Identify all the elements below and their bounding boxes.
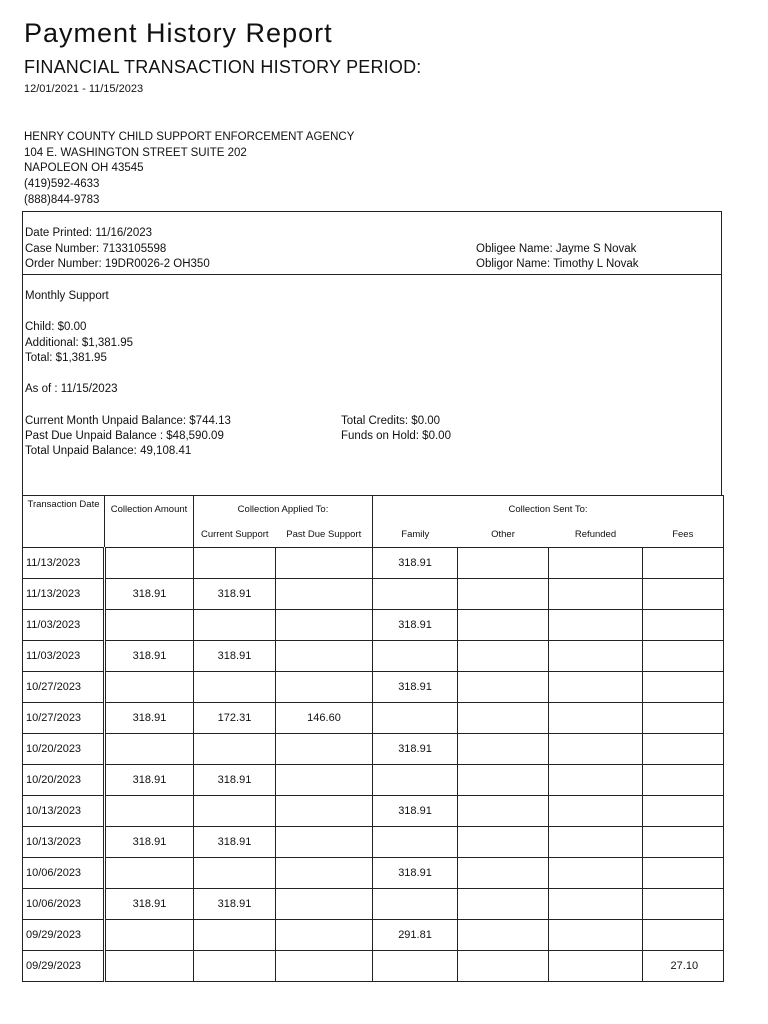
cell-refunded xyxy=(549,641,643,672)
cell-date: 10/06/2023 xyxy=(23,889,105,920)
cell-refunded xyxy=(549,579,643,610)
cell-family xyxy=(373,579,458,610)
cell-past-due-support xyxy=(276,889,373,920)
cell-family xyxy=(373,889,458,920)
cell-fees xyxy=(643,827,724,858)
obligor-name: Obligor Name: Timothy L Novak xyxy=(476,258,639,270)
cell-past-due-support xyxy=(276,610,373,641)
cell-current-support: 318.91 xyxy=(194,889,276,920)
current-month-unpaid-balance: Current Month Unpaid Balance: $744.13 xyxy=(25,415,231,427)
table-row xyxy=(23,765,724,796)
table-row xyxy=(23,827,724,858)
cell-past-due-support xyxy=(276,920,373,951)
agency-block xyxy=(24,130,354,209)
cell-family: 318.91 xyxy=(373,672,458,703)
col-family: Family xyxy=(373,523,458,548)
cell-other xyxy=(458,827,549,858)
report-title: Payment History Report xyxy=(24,18,333,48)
cell-past-due-support xyxy=(276,796,373,827)
cell-date: 09/29/2023 xyxy=(23,920,105,951)
col-fees: Fees xyxy=(643,523,724,548)
cell-current-support xyxy=(194,951,276,982)
cell-fees xyxy=(643,548,724,579)
cell-date: 10/13/2023 xyxy=(23,796,105,827)
cell-current-support: 318.91 xyxy=(194,827,276,858)
transaction-table xyxy=(22,495,724,982)
cell-family xyxy=(373,703,458,734)
table-row xyxy=(23,672,724,703)
cell-refunded xyxy=(549,827,643,858)
support-child: Child: $0.00 xyxy=(25,321,87,333)
cell-past-due-support xyxy=(276,579,373,610)
cell-refunded xyxy=(549,920,643,951)
cell-past-due-support xyxy=(276,827,373,858)
table-row xyxy=(23,579,724,610)
table-row xyxy=(23,548,724,579)
table-row xyxy=(23,951,724,982)
agency-name: HENRY COUNTY CHILD SUPPORT ENFORCEMENT AGENCY xyxy=(24,131,355,143)
agency-phone-1: (419)592-4633 xyxy=(24,178,100,191)
cell-date: 11/13/2023 xyxy=(23,548,105,579)
cell-current-support xyxy=(194,548,276,579)
support-additional: Additional: $1,381.95 xyxy=(25,337,134,349)
cell-other xyxy=(458,548,549,579)
cell-date: 10/06/2023 xyxy=(23,858,105,889)
table-row xyxy=(23,610,724,641)
cell-past-due-support xyxy=(276,858,373,889)
cell-collection-amount: 318.91 xyxy=(105,579,194,610)
cell-current-support xyxy=(194,858,276,889)
obligee-name: Obligee Name: Jayme S Novak xyxy=(476,243,637,255)
col-past-due-support: Past Due Support xyxy=(276,523,373,548)
cell-family xyxy=(373,827,458,858)
cell-past-due-support: 146.60 xyxy=(276,703,373,734)
cell-other xyxy=(458,672,549,703)
cell-collection-amount: 318.91 xyxy=(105,641,194,672)
cell-fees xyxy=(643,796,724,827)
case-info-box xyxy=(22,211,722,275)
table-row xyxy=(23,703,724,734)
agency-address-line1: 104 E. WASHINGTON STREET SUITE 202 xyxy=(24,146,247,159)
cell-fees xyxy=(643,889,724,920)
date-printed: Date Printed: 11/16/2023 xyxy=(25,227,153,239)
col-current-support: Current Support xyxy=(194,523,276,548)
table-row xyxy=(23,734,724,765)
cell-collection-amount: 318.91 xyxy=(105,703,194,734)
col-group-sent-to: Collection Sent To: xyxy=(373,496,724,523)
cell-past-due-support xyxy=(276,951,373,982)
col-other: Other xyxy=(458,523,549,548)
cell-past-due-support xyxy=(276,548,373,579)
cell-current-support xyxy=(194,796,276,827)
cell-current-support xyxy=(194,920,276,951)
cell-family: 318.91 xyxy=(373,734,458,765)
cell-collection-amount: 318.91 xyxy=(105,889,194,920)
cell-refunded xyxy=(549,610,643,641)
agency-phone-2: (888)844-9783 xyxy=(24,193,100,206)
cell-other xyxy=(458,765,549,796)
cell-fees xyxy=(643,641,724,672)
cell-family: 291.81 xyxy=(373,920,458,951)
table-row xyxy=(23,796,724,827)
funds-on-hold: Funds on Hold: $0.00 xyxy=(341,430,451,442)
cell-date: 10/13/2023 xyxy=(23,827,105,858)
cell-other xyxy=(458,641,549,672)
monthly-support-heading: Monthly Support xyxy=(25,290,109,302)
cell-fees xyxy=(643,703,724,734)
cell-collection-amount xyxy=(105,734,194,765)
cell-date: 11/03/2023 xyxy=(23,610,105,641)
table-row xyxy=(23,920,724,951)
cell-current-support xyxy=(194,672,276,703)
cell-refunded xyxy=(549,858,643,889)
cell-family xyxy=(373,951,458,982)
table-row xyxy=(23,858,724,889)
transaction-rows xyxy=(23,548,724,982)
cell-fees xyxy=(643,858,724,889)
support-summary-box xyxy=(22,274,722,496)
cell-refunded xyxy=(549,672,643,703)
col-transaction-date: Transaction Date xyxy=(23,496,105,548)
case-number: Case Number: 7133105598 xyxy=(25,243,167,255)
cell-other xyxy=(458,703,549,734)
cell-fees xyxy=(643,734,724,765)
cell-refunded xyxy=(549,796,643,827)
cell-current-support: 318.91 xyxy=(194,641,276,672)
cell-collection-amount xyxy=(105,920,194,951)
support-total: Total: $1,381.95 xyxy=(25,352,107,364)
cell-refunded xyxy=(549,703,643,734)
cell-other xyxy=(458,579,549,610)
cell-date: 09/29/2023 xyxy=(23,951,105,982)
cell-other xyxy=(458,920,549,951)
cell-refunded xyxy=(549,951,643,982)
cell-collection-amount xyxy=(105,796,194,827)
cell-refunded xyxy=(549,765,643,796)
cell-other xyxy=(458,610,549,641)
total-unpaid-balance: Total Unpaid Balance: 49,108.41 xyxy=(25,445,192,457)
cell-date: 11/13/2023 xyxy=(23,579,105,610)
as-of-date: As of : 11/15/2023 xyxy=(25,383,118,395)
cell-collection-amount xyxy=(105,858,194,889)
col-refunded: Refunded xyxy=(549,523,643,548)
cell-other xyxy=(458,889,549,920)
agency-address-line2: NAPOLEON OH 43545 xyxy=(24,162,144,175)
cell-current-support: 318.91 xyxy=(194,765,276,796)
cell-family: 318.91 xyxy=(373,858,458,889)
cell-collection-amount xyxy=(105,951,194,982)
cell-past-due-support xyxy=(276,734,373,765)
cell-date: 10/20/2023 xyxy=(23,734,105,765)
cell-other xyxy=(458,796,549,827)
cell-fees: 27.10 xyxy=(643,951,724,982)
cell-current-support: 318.91 xyxy=(194,579,276,610)
cell-collection-amount: 318.91 xyxy=(105,765,194,796)
order-number: Order Number: 19DR0026-2 OH350 xyxy=(25,258,210,270)
cell-past-due-support xyxy=(276,641,373,672)
cell-other xyxy=(458,951,549,982)
report-period: 12/01/2021 - 11/15/2023 xyxy=(24,83,144,95)
cell-date: 11/03/2023 xyxy=(23,641,105,672)
cell-family: 318.91 xyxy=(373,610,458,641)
cell-collection-amount xyxy=(105,548,194,579)
cell-fees xyxy=(643,920,724,951)
cell-refunded xyxy=(549,734,643,765)
table-row xyxy=(23,641,724,672)
cell-collection-amount xyxy=(105,610,194,641)
cell-date: 10/27/2023 xyxy=(23,703,105,734)
col-group-applied-to: Collection Applied To: xyxy=(194,496,373,523)
cell-date: 10/27/2023 xyxy=(23,672,105,703)
cell-family: 318.91 xyxy=(373,796,458,827)
cell-fees xyxy=(643,672,724,703)
cell-fees xyxy=(643,765,724,796)
cell-collection-amount: 318.91 xyxy=(105,827,194,858)
total-credits: Total Credits: $0.00 xyxy=(341,415,441,427)
col-collection-amount: Collection Amount xyxy=(105,496,194,523)
cell-family xyxy=(373,641,458,672)
cell-current-support xyxy=(194,734,276,765)
cell-current-support: 172.31 xyxy=(194,703,276,734)
cell-other xyxy=(458,858,549,889)
cell-past-due-support xyxy=(276,765,373,796)
cell-current-support xyxy=(194,610,276,641)
past-due-unpaid-balance: Past Due Unpaid Balance : $48,590.09 xyxy=(25,430,224,442)
cell-refunded xyxy=(549,889,643,920)
cell-past-due-support xyxy=(276,672,373,703)
cell-fees xyxy=(643,579,724,610)
cell-refunded xyxy=(549,548,643,579)
cell-fees xyxy=(643,610,724,641)
cell-date: 10/20/2023 xyxy=(23,765,105,796)
report-subtitle: FINANCIAL TRANSACTION HISTORY PERIOD: xyxy=(24,57,422,77)
cell-family: 318.91 xyxy=(373,548,458,579)
cell-family xyxy=(373,765,458,796)
col-collection-amount-spacer xyxy=(105,523,194,548)
cell-other xyxy=(458,734,549,765)
cell-collection-amount xyxy=(105,672,194,703)
table-row xyxy=(23,889,724,920)
